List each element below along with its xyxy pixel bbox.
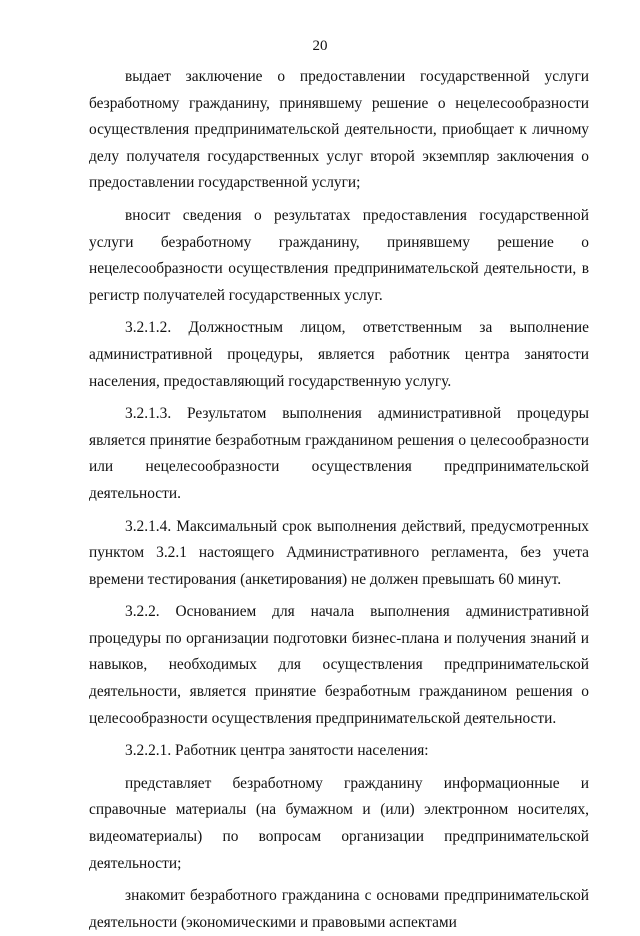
paragraph-register-entry: вносит сведения о результатах предоставления государственной услуги безработному гражданину, принявшему решение о нецелесообразности осуществления предпринимательской деятельности, в регистр получателей государственных услуг. <box>89 206 589 304</box>
paragraph-3-2-2: 3.2.2. Основанием для начала выполнения административной процедуры по организации подготовки бизнес-плана и получения знаний и навыков, необходимых для осуществления предпринимательской деятельности, является принятие безработным гражданином решения о целесообразности осуществления предпринимательской деятельности. <box>89 603 589 727</box>
paragraph-materials: представляет безработному гражданину информационные и справочные материалы (на бумажном и (или) электронном носителях, видеоматериалы) по вопросам организации предпринимательской деятельности; <box>89 774 589 872</box>
paragraph-introduces-basics: знакомит безработного гражданина с основами предпринимательской деятельности (экономическими и правовыми аспектами <box>89 887 589 931</box>
page-number: 20 <box>312 38 328 54</box>
document-body <box>89 64 589 936</box>
paragraph-3-2-1-4: 3.2.1.4. Максимальный срок выполнения действий, предусмотренных пунктом 3.2.1 настоящего Административного регламента, без учета времени тестирования (анкетирования) не должен превышать 60 минут. <box>89 517 589 588</box>
paragraph-3-2-1-2: 3.2.1.2. Должностным лицом, ответственным за выполнение административной процедуры, является работник центра занятости населения, предоставляющий государственную услугу. <box>89 319 589 390</box>
paragraph-3-2-2-1: 3.2.2.1. Работник центра занятости населения: <box>125 742 429 760</box>
paragraph-issue-conclusion: выдает заключение о предоставлении государственной услуги безработному гражданину, принявшему решение о нецелесообразности осуществления предпринимательской деятельности, приобщает к личному делу получателя государственных услуг второй экземпляр заключения о предоставлении государственной услуги; <box>89 68 589 192</box>
paragraph-3-2-1-3: 3.2.1.3. Результатом выполнения административной процедуры является принятие безработным гражданином решения о целесообразности или нецелесообразности осуществления предпринимательской деятельности. <box>89 405 589 502</box>
